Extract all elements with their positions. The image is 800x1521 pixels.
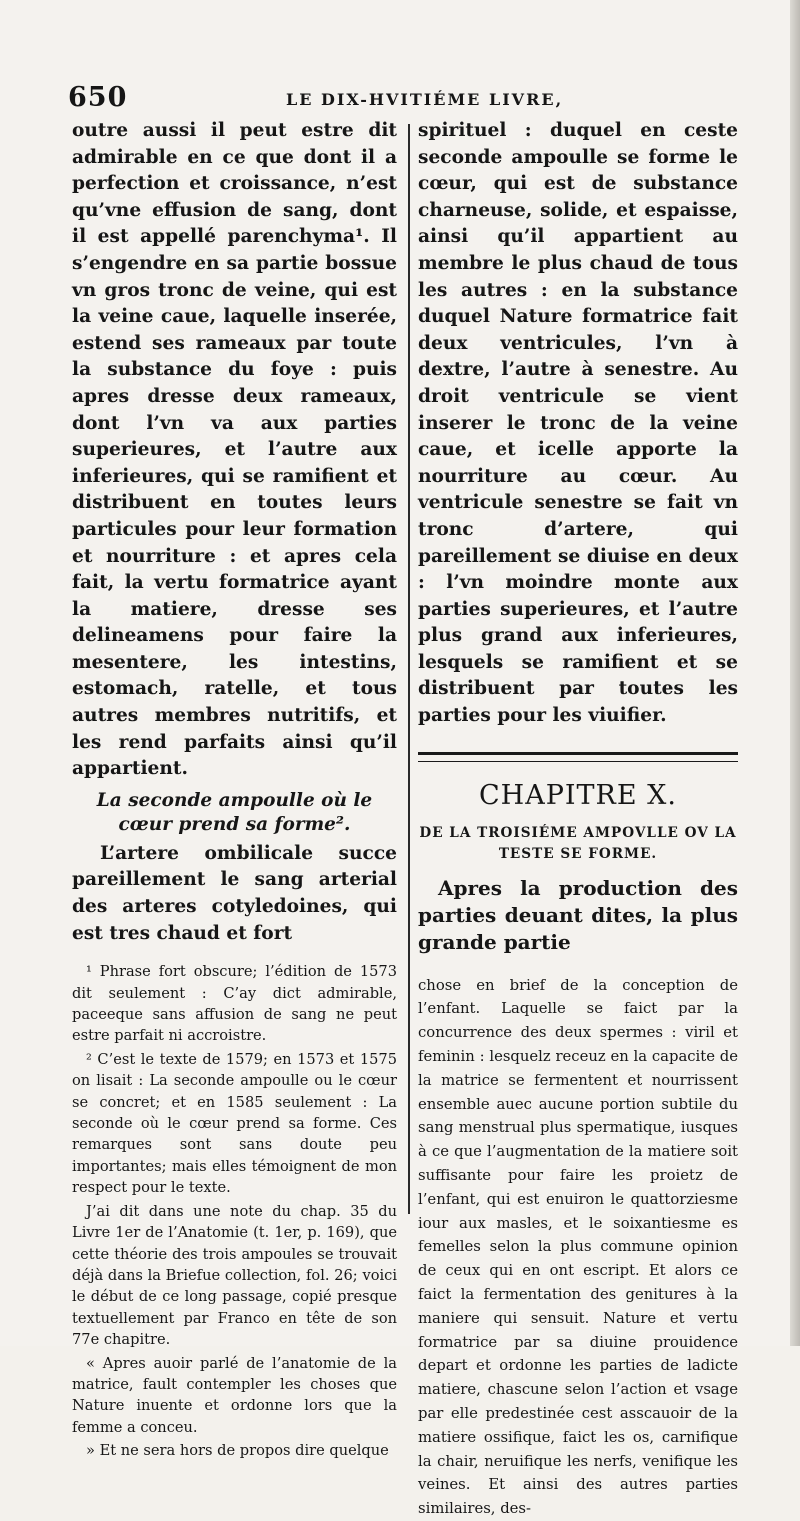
right-column xyxy=(418,118,738,1521)
footnote-4: « Apres auoir parlé de l’anatomie de la matrice, fault contempler les choses que Nature inuente et ordonne lors que la femme a conceu. xyxy=(72,1354,397,1436)
column-divider xyxy=(408,124,410,1214)
section-subheading: La seconde ampoulle où le cœur prend sa forme². xyxy=(96,789,373,835)
running-title: LE DIX-HVITIÉME LIVRE, xyxy=(286,90,564,109)
footnote-2: ² C’est le texte de 1579; en 1573 et 1575 on lisait : La seconde ampoulle ou le cœur se concret; et en 1585 seulement : La seconde où le cœur prend sa forme. Ces remarques sont sans doute peu importantes; mais elles témoignent de mon respect pour le texte. xyxy=(72,1050,397,1197)
footnotes xyxy=(72,961,397,1461)
chapter-lead: Apres la production des parties deuant dites, la plus grande partie xyxy=(418,875,738,954)
footnote-3: J’ai dit dans une note du chap. 35 du Livre 1er de l’Anatomie (t. 1er, p. 169), que cette théorie des trois ampoules se trouvait déjà dans la Briefue collection, fol. 26; voici le début de ce long passage, copié presque textuellement par Franco en tête de son 77e chapitre. xyxy=(72,1202,397,1349)
right-paragraph-1: spirituel : duquel en ceste seconde ampoulle se forme le cœur, qui est de substance charneuse, solide, et espaisse, ainsi qu’il appartient au membre le plus chaud de tous les autres : en la substance duquel Nature formatrice fait deux ventricules, l’vn à dextre, l’autre à senestre. Au droit ventricule se vient inserer le tronc de la veine caue, et icelle apporte la nourriture au cœur. Au ventricule senestre se fait vn tronc d’artere, qui pareillement se diuise en deux : l’vn moindre monte aux parties superieures, et l’autre plus grand aux inferieures, lesquels se ramifient et se distribuent par toutes les parties pour les viuifier. xyxy=(418,120,738,727)
left-paragraph-2: L’artere ombilicale succe pareillement le sang arterial des arteres cotyledoines, qui est tres chaud et fort xyxy=(72,842,397,944)
chapter-rule xyxy=(418,752,738,762)
page-header xyxy=(68,82,748,122)
chapter-title: CHAPITRE X. xyxy=(479,779,677,811)
chapter-subtitle: DE LA TROISIÉME AMPOVLLE OV LA TESTE SE FORME. xyxy=(419,824,737,862)
left-paragraph-1: outre aussi il peut estre dit admirable en ce que dont il a perfection et croissance, n’est qu’vne effusion de sang, dont il est appellé parenchyma¹. Il s’engendre en sa partie bossue vn gros tronc de veine, qui est la veine caue, laquelle inserée, estend ses rameaux par toute la substance du foye : puis apres dresse deux rameaux, dont l’vn va aux parties superieures, et l’autre aux inferieures, qui se ramifient et distribuent en toutes leurs particules pour leur formation et nourriture : et apres cela fait, la vertu formatrice ayant la matiere, dresse ses delineamens pour faire la mesentere, les intestins, estomach, ratelle, et tous autres membres nutritifs, et les rend parfaits ainsi qu’il appartient. xyxy=(72,120,397,780)
page-edge xyxy=(790,0,800,1346)
footnote-5: » Et ne sera hors de propos dire quelque xyxy=(86,1442,389,1460)
footnote-1: ¹ Phrase fort obscure; l’édition de 1573 dit seulement : C’ay dict admirable, paceeque sans affusion de sang ne peut estre parfait ni accroistre. xyxy=(72,963,397,1045)
chapter-body: chose en brief de la conception de l’enfant. Laquelle se faict par la concurrence des deux spermes : viril et feminin : lesquelz receuz en la capacite de la matrice se fermentent et nourrissent ensemble auec aucune portion subtile du sang menstrual plus spermatique, iusques à ce que l’augmentation de la matiere soit suffisante pour faire les proietz de l’enfant, qui est enuiron le quattorziesme iour aux masles, et le soixantiesme es femelles selon la plus commune opinion de ceux qui en ont escript. Et alors ce faict la fermentation des genitures à la maniere qui sensuit. Nature et vertu formatrice par sa diuine prouidence depart et ordonne les parties de ladicte matiere, chascune selon l’action et vsage par elle predestinée cest asscauoir de la matiere ossifique, faict les os, carnifique la chair, neruifique les nerfs, venifique les veines. Et ainsi des autres parties similaires, des- xyxy=(418,976,738,1518)
page-number: 650 xyxy=(68,82,128,113)
left-column xyxy=(72,118,397,1464)
